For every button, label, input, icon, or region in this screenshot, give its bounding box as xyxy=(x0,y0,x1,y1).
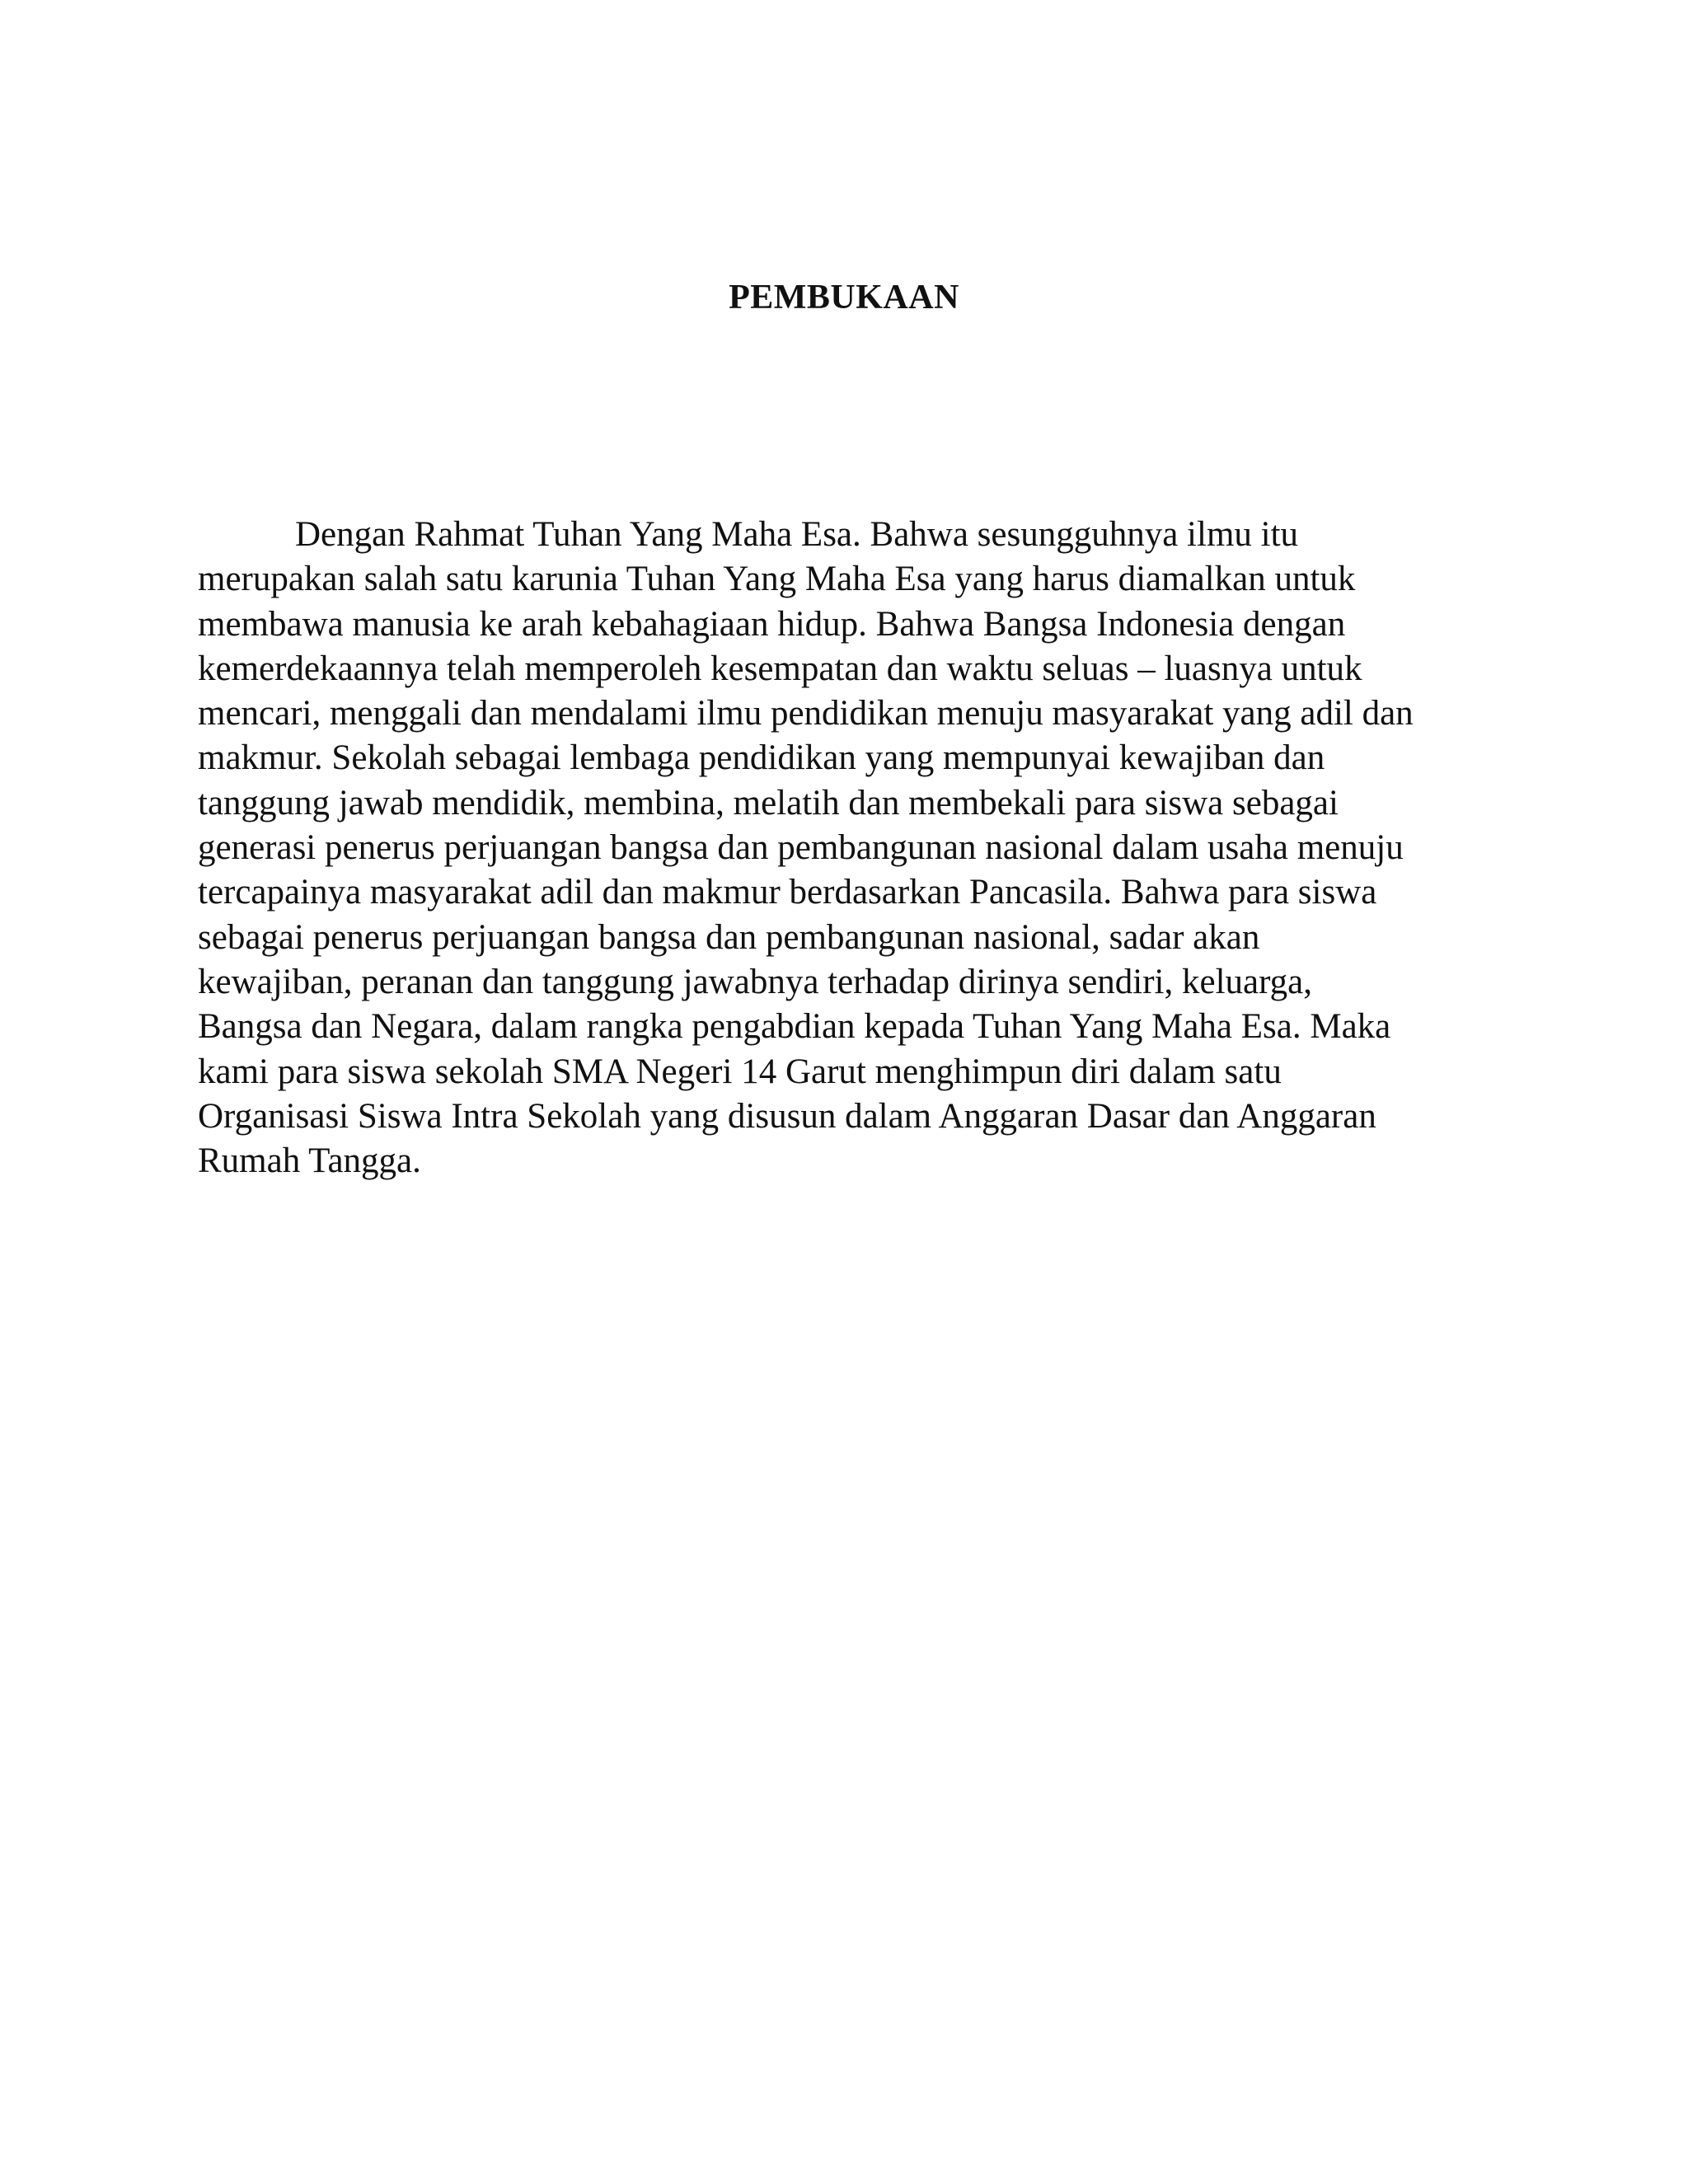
paragraph-line: kemerdekaannya telah memperoleh kesempatan dan waktu seluas – luasnya untuk xyxy=(198,649,1362,688)
paragraph-line: generasi penerus perjuangan bangsa dan pembangunan nasional dalam usaha menuju xyxy=(198,828,1404,868)
paragraph-line: sebagai penerus perjuangan bangsa dan pembangunan nasional, sadar akan xyxy=(198,917,1260,957)
document-title: PEMBUKAAN xyxy=(729,279,959,316)
paragraph-line: tanggung jawab mendidik, membina, melatih dan membekali para siswa sebagai xyxy=(198,783,1339,823)
paragraph-line: kewajiban, peranan dan tanggung jawabnya terhadap dirinya sendiri, keluarga, xyxy=(198,962,1313,1001)
opening-paragraph xyxy=(198,513,1541,1183)
paragraph-line: kami para siswa sekolah SMA Negeri 14 Garut menghimpun diri dalam satu xyxy=(198,1052,1282,1091)
paragraph-line: Rumah Tangga. xyxy=(198,1141,421,1181)
paragraph-line: Bangsa dan Negara, dalam rangka pengabdian kepada Tuhan Yang Maha Esa. Maka xyxy=(198,1007,1391,1047)
paragraph-line: Organisasi Siswa Intra Sekolah yang disusun dalam Anggaran Dasar dan Anggaran xyxy=(198,1096,1376,1136)
paragraph-line: Dengan Rahmat Tuhan Yang Maha Esa. Bahwa sesungguhnya ilmu itu xyxy=(295,515,1299,554)
paragraph-line: membawa manusia ke arah kebahagiaan hidup. Bahwa Bangsa Indonesia dengan xyxy=(198,604,1346,644)
paragraph-line: mencari, menggali dan mendalami ilmu pendidikan menuju masyarakat yang adil dan xyxy=(198,694,1414,733)
paragraph-line: makmur. Sekolah sebagai lembaga pendidikan yang mempunyai kewajiban dan xyxy=(198,738,1325,778)
paragraph-line: merupakan salah satu karunia Tuhan Yang Maha Esa yang harus diamalkan untuk xyxy=(198,560,1356,599)
paragraph-line: tercapainya masyarakat adil dan makmur berdasarkan Pancasila. Bahwa para siswa xyxy=(198,873,1377,912)
